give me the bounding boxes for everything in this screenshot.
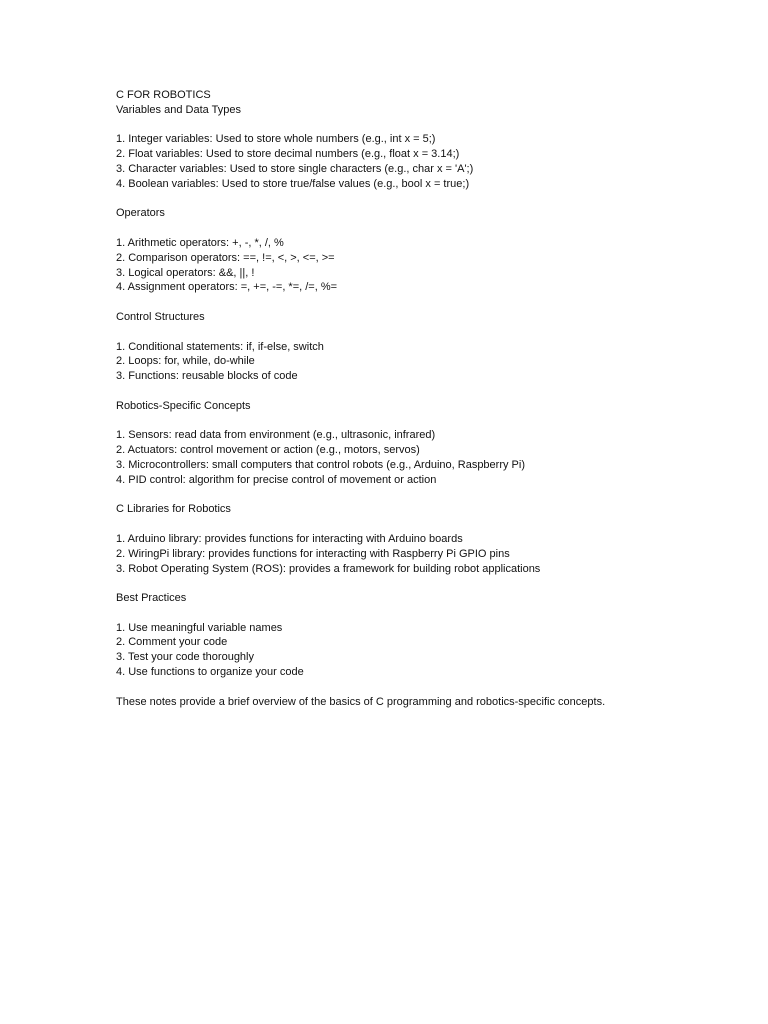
document-page bbox=[116, 88, 736, 709]
spacer bbox=[116, 680, 736, 695]
section-heading-operators: Operators bbox=[116, 207, 165, 220]
list-item: 2. Comparison operators: ==, !=, <, >, <=, >= bbox=[116, 251, 335, 264]
list-item: 4. Boolean variables: Used to store true/false values (e.g., bool x = true;) bbox=[116, 177, 470, 190]
list-item: 4. Use functions to organize your code bbox=[116, 666, 304, 679]
list-item: 1. Sensors: read data from environment (e.g., ultrasonic, infrared) bbox=[116, 429, 436, 442]
section-heading-robotics-concepts: Robotics-Specific Concepts bbox=[116, 399, 251, 412]
list-item: 1. Use meaningful variable names bbox=[116, 621, 283, 634]
list-item: 3. Test your code thoroughly bbox=[116, 651, 254, 664]
spacer bbox=[116, 576, 736, 591]
list-item: 2. Actuators: control movement or action (e.g., motors, servos) bbox=[116, 444, 420, 457]
list-item: 2. Comment your code bbox=[116, 636, 228, 649]
section-heading-best-practices: Best Practices bbox=[116, 592, 187, 605]
section-heading-variables: Variables and Data Types bbox=[116, 103, 241, 116]
list-item: 1. Integer variables: Used to store whole numbers (e.g., int x = 5;) bbox=[116, 133, 436, 146]
list-item: 4. PID control: algorithm for precise control of movement or action bbox=[116, 473, 437, 486]
spacer bbox=[116, 414, 736, 429]
list-item: 3. Functions: reusable blocks of code bbox=[116, 370, 298, 383]
spacer bbox=[116, 118, 736, 133]
spacer bbox=[116, 221, 736, 236]
list-item: 1. Arduino library: provides functions for interacting with Arduino boards bbox=[116, 532, 463, 545]
spacer bbox=[116, 384, 736, 399]
spacer bbox=[116, 606, 736, 621]
list-item: 3. Logical operators: &&, ||, ! bbox=[116, 266, 255, 279]
list-item: 3. Microcontrollers: small computers that control robots (e.g., Arduino, Raspberry Pi) bbox=[116, 458, 525, 471]
spacer bbox=[116, 517, 736, 532]
spacer bbox=[116, 295, 736, 310]
list-item: 2. Loops: for, while, do-while bbox=[116, 355, 255, 368]
spacer bbox=[116, 488, 736, 503]
document-title: C FOR ROBOTICS bbox=[116, 89, 211, 101]
spacer bbox=[116, 325, 736, 340]
list-item: 2. Float variables: Used to store decimal numbers (e.g., float x = 3.14;) bbox=[116, 148, 460, 161]
list-item: 4. Assignment operators: =, +=, -=, *=, /=, %= bbox=[116, 281, 338, 294]
closing-paragraph: These notes provide a brief overview of the basics of C programming and robotics-specific concepts. bbox=[116, 695, 606, 708]
list-item: 3. Character variables: Used to store single characters (e.g., char x = 'A';) bbox=[116, 162, 474, 175]
list-item: 1. Conditional statements: if, if-else, switch bbox=[116, 340, 324, 353]
section-heading-c-libraries: C Libraries for Robotics bbox=[116, 503, 231, 516]
list-item: 2. WiringPi library: provides functions for interacting with Raspberry Pi GPIO pins bbox=[116, 547, 510, 560]
spacer bbox=[116, 192, 736, 207]
list-item: 3. Robot Operating System (ROS): provides a framework for building robot applications bbox=[116, 562, 541, 575]
section-heading-control-structures: Control Structures bbox=[116, 310, 205, 323]
list-item: 1. Arithmetic operators: +, -, *, /, % bbox=[116, 236, 284, 249]
